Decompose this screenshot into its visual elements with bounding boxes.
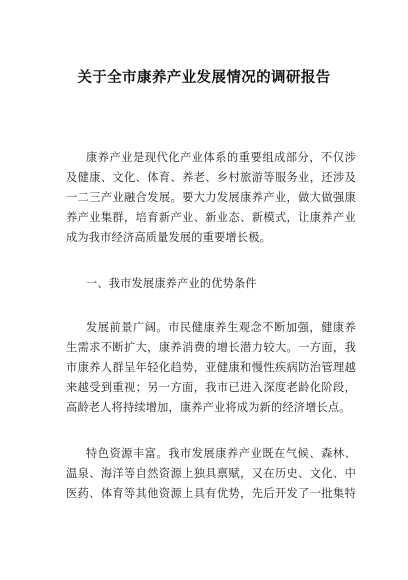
paragraph-2-line-3: 市康养人群呈年轻化趋势，亚健康和慢性疾病防治管理越 [66, 361, 356, 374]
paragraph-1-line-4: 养产业集群，培育新产业、新业态、新模式，让康养产业 [66, 211, 356, 224]
paragraph-2-line-2: 生需求不断扩大，康养消费的增长潜力较大。一方面，我 [66, 341, 356, 354]
paragraph-3-line-1: 特色资源丰富。我市发展康养产业既在气候、森林、 [86, 447, 356, 460]
paragraph-2-line-4: 来越受到重视；另一方面，我市已进入深度老龄化阶段， [66, 381, 356, 394]
document-title: 关于全市康养产业发展情况的调研报告 [77, 70, 331, 86]
paragraph-3-line-2: 温泉、海洋等自然资源上独具禀赋，又在历史、文化、中 [66, 467, 356, 480]
paragraph-1-line-3: 一二三产业融合发展。要大力发展康养产业，做大做强康 [66, 191, 356, 204]
paragraph-3-line-3: 医药、体育等其他资源上具有优势，先后开发了一批集特 [66, 487, 356, 500]
paragraph-2-line-5: 高龄老人将持续增加，康养产业将成为新的经济增长点。 [66, 401, 351, 414]
paragraph-2-line-1: 发展前景广阔。市民健康养生观念不断加强，健康养 [86, 321, 356, 334]
paragraph-1-line-5: 成为我市经济高质量发展的重要增长极。 [66, 231, 271, 244]
section-heading: 一、我市发展康养产业的优势条件 [86, 277, 257, 290]
paragraph-1-line-2: 及健康、文化、体育、养老、乡村旅游等服务业，还涉及 [66, 171, 356, 184]
paragraph-1-line-1: 康养产业是现代化产业体系的重要组成部分，不仅涉 [86, 151, 356, 164]
